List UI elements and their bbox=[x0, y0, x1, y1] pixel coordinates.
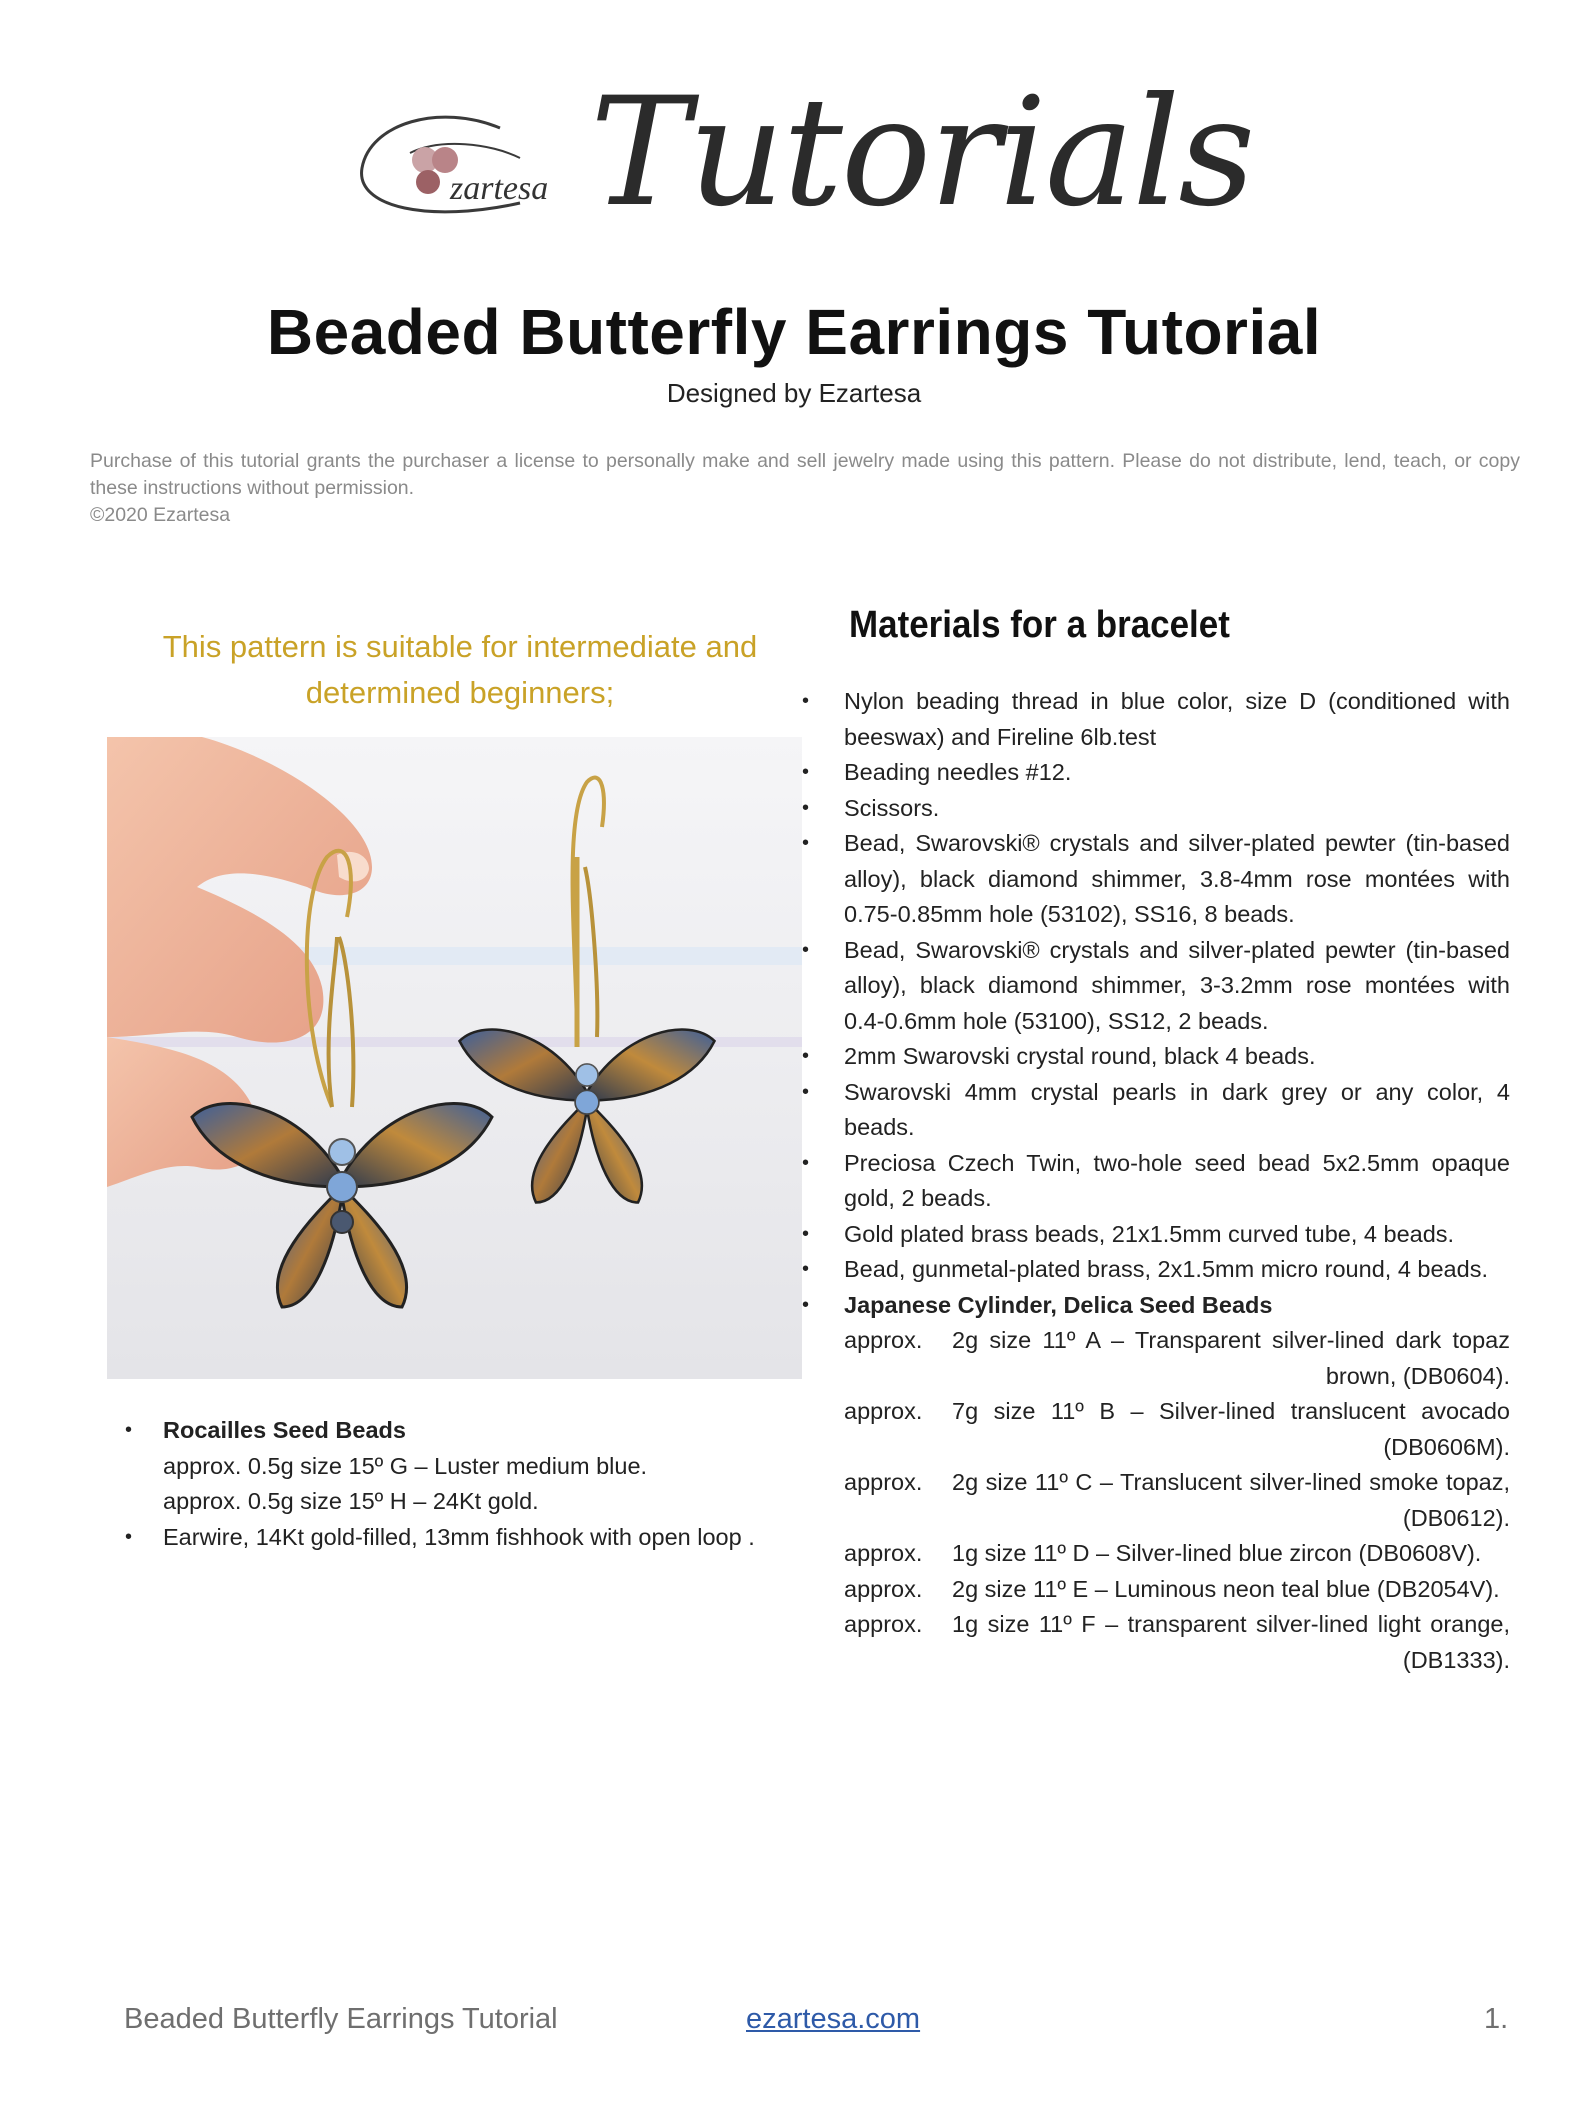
bullet: • bbox=[125, 1419, 133, 1441]
bullet: • bbox=[802, 1293, 810, 1316]
bullet: • bbox=[125, 1525, 133, 1548]
delica-item bbox=[802, 1572, 1510, 1608]
material-text: Preciosa Czech Twin, two-hole seed bead 5x2.5mm opaque gold, 2 beads. bbox=[844, 1149, 1510, 1211]
copyright-text: ©2020 Ezartesa bbox=[90, 504, 231, 526]
list-item bbox=[125, 1413, 805, 1449]
material-text: Beading needles #12. bbox=[844, 759, 1072, 785]
material-text: 2mm Swarovski crystal round, black 4 beads. bbox=[844, 1043, 1316, 1069]
material-text: Bead, Swarovski® crystals and silver-plated pewter (tin-based alloy), black diamond shimmer, 3.8-4mm rose montées with 0.75-0.85mm hole (53102), SS16, 8 beads. bbox=[844, 830, 1510, 927]
material-text: Scissors. bbox=[844, 794, 940, 821]
materials-list bbox=[802, 684, 1510, 1678]
list-item bbox=[802, 826, 1510, 933]
website-link[interactable]: ezartesa.com bbox=[746, 2003, 921, 2035]
bullet: • bbox=[802, 938, 810, 961]
delica-item bbox=[802, 1465, 1510, 1536]
material-text: Gold plated brass beads, 21x1.5mm curved tube, 4 beads. bbox=[844, 1220, 1455, 1247]
list-item-sub bbox=[125, 1484, 805, 1520]
butterfly-earrings-photo bbox=[107, 737, 802, 1379]
list-item bbox=[802, 1075, 1510, 1146]
delica-desc: 2g size 11º A – Transparent silver-lined dark topaz brown, (DB0604). bbox=[952, 1327, 1510, 1389]
earrings-illustration bbox=[107, 737, 802, 1379]
bullet: • bbox=[802, 796, 810, 819]
approx-label: approx. bbox=[844, 1327, 923, 1353]
delica-item bbox=[802, 1394, 1510, 1465]
material-text: Swarovski 4mm crystal pearls in dark grey or any color, 4 beads. bbox=[844, 1078, 1510, 1140]
bullet: • bbox=[802, 1258, 810, 1280]
logo-swirl-icon bbox=[350, 98, 610, 228]
bullet: • bbox=[802, 761, 810, 783]
delica-desc: 7g size 11º B – Silver-lined translucent avocado (DB0606M). bbox=[952, 1398, 1510, 1460]
footer-title: Beaded Butterfly Earrings Tutorial bbox=[124, 2003, 558, 2035]
page-title: Beaded Butterfly Earrings Tutorial bbox=[266, 296, 1322, 368]
logo bbox=[350, 58, 1254, 248]
delica-item bbox=[802, 1607, 1510, 1678]
materials-heading: Materials for a bracelet bbox=[849, 604, 1230, 646]
delica-desc: 2g size 11º E – Luminous neon teal blue (DB2054V). bbox=[952, 1575, 1500, 1602]
bullet: • bbox=[802, 1045, 810, 1067]
material-text: Bead, gunmetal-plated brass, 2x1.5mm micro round, 4 beads. bbox=[844, 1256, 1488, 1282]
rocailles-item: approx. 0.5g size 15º H – 24Kt gold. bbox=[163, 1488, 539, 1514]
license-notice bbox=[90, 448, 1520, 529]
material-text: Nylon beading thread in blue color, size D (conditioned with beeswax) and Fireline 6lb.test bbox=[844, 688, 1510, 750]
rocailles-item: approx. 0.5g size 15º G – Luster medium blue. bbox=[163, 1452, 648, 1479]
earwire-item: Earwire, 14Kt gold-filled, 13mm fishhook with open loop . bbox=[163, 1523, 755, 1550]
delica-heading: Japanese Cylinder, Delica Seed Beads bbox=[844, 1291, 1273, 1318]
approx-label: approx. bbox=[844, 1540, 923, 1566]
list-item bbox=[802, 684, 1510, 755]
left-materials-list bbox=[125, 1413, 805, 1555]
bullet: • bbox=[802, 1080, 810, 1103]
suitability-note: This pattern is suitable for intermediate and determined beginners; bbox=[162, 629, 758, 710]
page-subtitle: Designed by Ezartesa bbox=[666, 378, 922, 408]
approx-label: approx. bbox=[844, 1575, 923, 1602]
list-item bbox=[802, 1288, 1510, 1324]
bullet: • bbox=[802, 1222, 810, 1245]
logo-wordmark: Tutorials bbox=[590, 66, 1254, 240]
list-item bbox=[802, 1146, 1510, 1217]
list-item bbox=[802, 1217, 1510, 1253]
license-text: Purchase of this tutorial grants the purchaser a license to personally make and sell jewelry made using this pattern. Please do not distribute, lend, teach, or copy these instructions without permission. bbox=[90, 450, 1520, 499]
approx-label: approx. bbox=[844, 1398, 923, 1424]
bullet: • bbox=[802, 832, 810, 854]
bullet: • bbox=[802, 1151, 810, 1174]
list-item bbox=[802, 755, 1510, 791]
list-item bbox=[125, 1520, 805, 1556]
material-text: Bead, Swarovski® crystals and silver-plated pewter (tin-based alloy), black diamond shimmer, 3-3.2mm rose montées with 0.4-0.6mm hole (53100), SS12, 2 beads. bbox=[844, 936, 1510, 1034]
delica-desc: 1g size 11º D – Silver-lined blue zircon (DB0608V). bbox=[952, 1540, 1482, 1566]
list-item bbox=[802, 1039, 1510, 1075]
list-item bbox=[802, 933, 1510, 1040]
approx-label: approx. bbox=[844, 1611, 923, 1637]
bullet: • bbox=[802, 690, 810, 712]
list-item bbox=[802, 1252, 1510, 1288]
approx-label: approx. bbox=[844, 1469, 923, 1495]
delica-desc: 1g size 11º F – transparent silver-lined light orange, (DB1333). bbox=[952, 1611, 1510, 1673]
logo-brand-text: zartesa bbox=[450, 170, 549, 207]
delica-item bbox=[802, 1323, 1510, 1394]
delica-item bbox=[802, 1536, 1510, 1572]
rocailles-heading: Rocailles Seed Beads bbox=[163, 1417, 406, 1443]
delica-desc: 2g size 11º C – Translucent silver-lined smoke topaz, (DB0612). bbox=[952, 1469, 1510, 1531]
list-item bbox=[802, 791, 1510, 827]
page-number: 1. bbox=[1484, 2003, 1509, 2035]
list-item-sub bbox=[125, 1449, 805, 1485]
